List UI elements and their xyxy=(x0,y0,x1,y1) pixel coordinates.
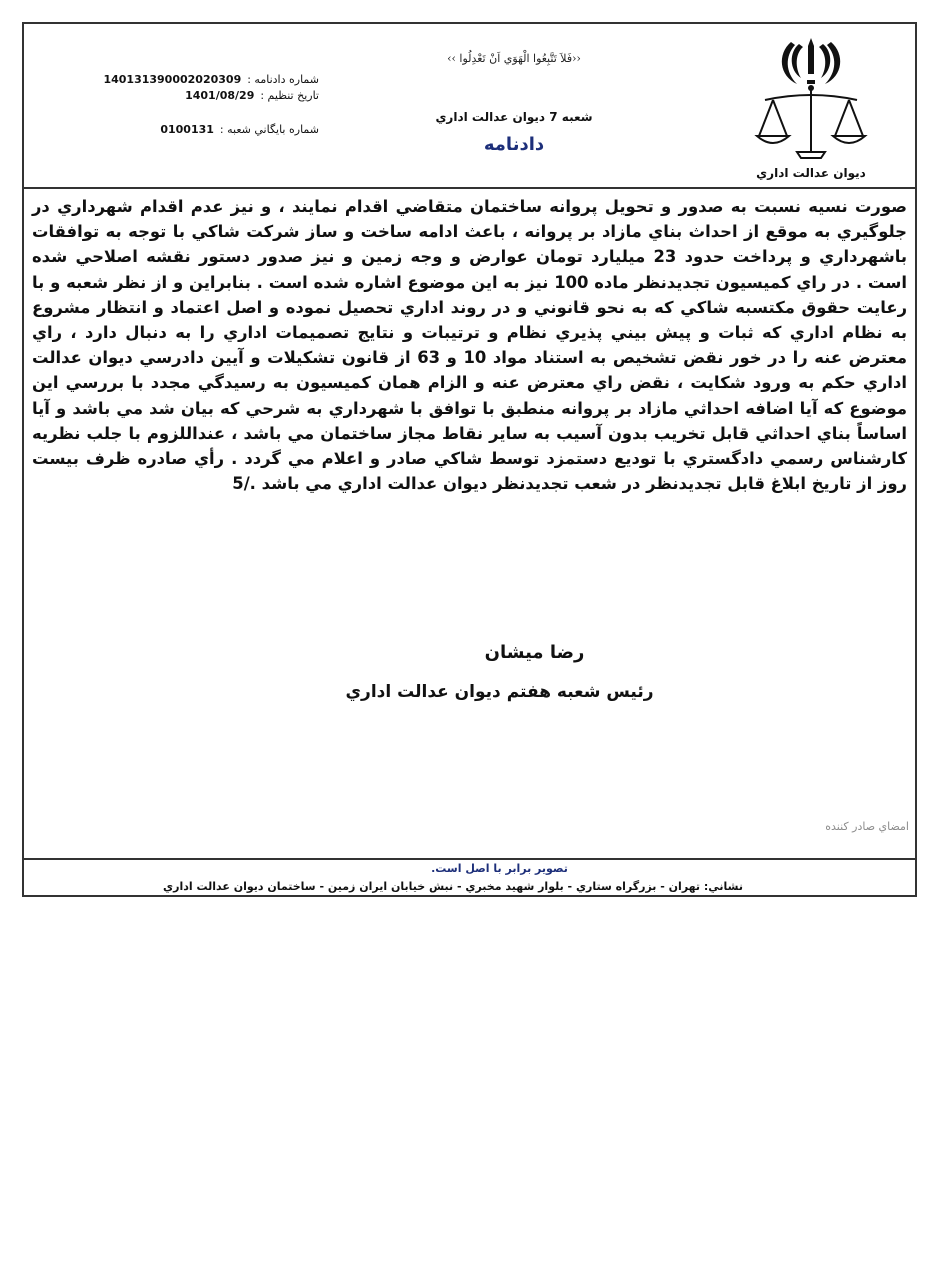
signature-label: امضاي صادر كننده xyxy=(825,820,909,833)
date-value: 1401/08/29 xyxy=(185,89,255,102)
certified-copy-note: تصوير برابر با اصل است. xyxy=(431,862,568,875)
footer-divider xyxy=(24,858,915,860)
signer-name: رضا ميشان xyxy=(484,642,585,663)
ruling-number-label: شماره دادنامه : xyxy=(247,73,319,86)
document-header xyxy=(24,24,915,187)
quran-verse: ‹‹فَلاَ تَتَّبِعُوا الْهَوَي اَنْ تَعْدِلُوا ›› xyxy=(447,52,581,65)
document-meta xyxy=(99,72,319,138)
date-row xyxy=(99,88,319,104)
archive-number-value: 0100131 xyxy=(160,123,214,136)
date-label: تاريخ تنظيم : xyxy=(260,89,319,102)
ruling-number-value: 140131390002020309 xyxy=(103,73,242,86)
branch-name: شعبه 7 ديوان عدالت اداري xyxy=(435,110,593,124)
document-title: دادنامه xyxy=(483,134,545,155)
ruling-number-row xyxy=(99,72,319,88)
court-address: نشاني: تهران - بزرگراه ستاري - بلوار شهيد مخبري - نبش خيابان ايران زمين - ساختمان ديوان عدالت اداري xyxy=(163,880,743,893)
archive-number-label: شماره بايگاني شعبه : xyxy=(219,123,319,136)
ruling-body-text: صورت نسيه نسبت به صدور و تحويل پروانه ساختمان متقاضي اقدام نمايند ، و نيز عدم اقدام شهرداري در جلوگيري به موقع از احداث بناي مازاد بر پروانه ، باعث ادامه ساخت و ساز شركت شاكي با توجه به توافقات باشهرداري و پرداخت حدود 23 ميليارد تومان عوارض و وجه زمين و نيز صدور دستور نقشه اصلاحي شده است . در راي كميسيون تجديدنظر ماده 100 نيز به اين موضوع اشاره شده است . بنابراين و از نظر شعبه و با رعايت حقوق مكتسبه شاكي كه به نحو قانوني و در روند اداري تحصيل نموده و اصل اعتماد و انتظار مشروع به نظام اداري كه ثبات و پيش بيني پذيري نظام و ترتيبات و نتايج تصميمات اداري را به دنبال دارد ، راي معترض عنه را در خور نقض تشخيص به استناد مواد 10 و 63 از قانون تشكيلات و آيين دادرسي ديوان عدالت اداري حكم به ورود شكايت ، نقض راي معترض عنه و الزام همان كميسيون به رسيدگي مجدد با بررسي اين موضوع كه آيا اضافه احداثي مازاد بر پروانه منطبق با توافق با شهرداري به شرحي كه بيان شد مي باشد و آيا اساساً بناي احداثي قابل تخريب بدون آسيب به ساير نقاط مجاز ساختمان مي باشد ، عنداللزوم با جلب نظريه كارشناس رسمي دادگستري با توديع دستمزد توسط شاكي صادر و اعلام مي گردد . رأي صادره ظرف بيست روز از تاريخ ابلاغ قابل تجديدنظر در شعب تجديدنظر ديوان عدالت اداري مي باشد ./5 xyxy=(32,197,908,494)
emblem-scales-of-justice-icon xyxy=(751,34,871,166)
header-divider xyxy=(24,187,915,189)
document-frame xyxy=(22,22,917,897)
signer-title: رئيس شعبه هفتم ديوان عدالت اداري xyxy=(345,682,654,702)
archive-number-row xyxy=(99,122,319,138)
organization-name: ديوان عدالت اداري xyxy=(756,166,866,180)
